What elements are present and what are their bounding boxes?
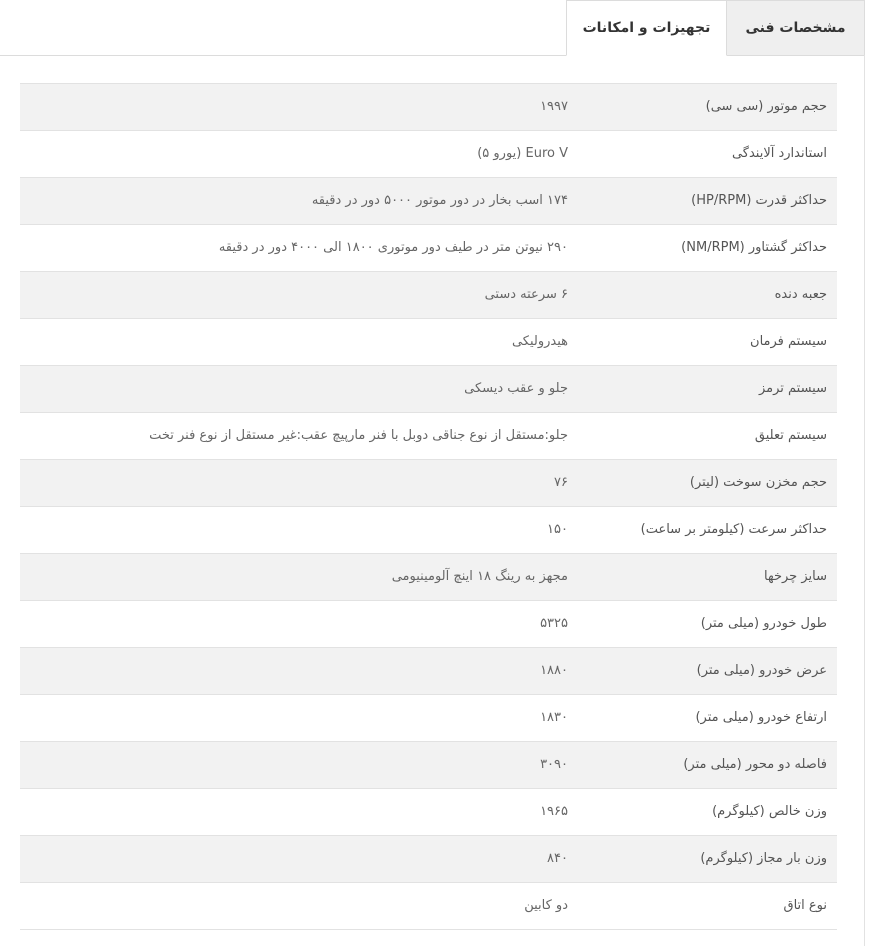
spec-label: نوع اتاق (783, 898, 827, 913)
table-row (20, 601, 837, 648)
spec-value: ۱۸۳۰ (540, 710, 568, 725)
panel-border (864, 55, 865, 946)
spec-label: جعبه دنده (774, 287, 827, 302)
spec-value: ۳۰۹۰ (540, 757, 568, 772)
spec-value: مجهز به رینگ ۱۸ اینچ آلومینیومی (391, 569, 568, 584)
spec-label: حداکثر قدرت (HP/RPM) (691, 193, 827, 208)
tab-features-label: تجهیزات و امکانات (582, 20, 711, 36)
tab-features[interactable] (566, 0, 727, 56)
table-row (20, 507, 837, 554)
table-row (20, 742, 837, 789)
spec-label: وزن بار مجاز (کیلوگرم) (700, 851, 827, 866)
spec-label: حجم مخزن سوخت (لیتر) (689, 475, 827, 490)
spec-label: سیستم فرمان (750, 334, 827, 349)
spec-value: ۶ سرعته دستی (484, 287, 568, 302)
spec-label: سیستم تعلیق (754, 428, 827, 443)
spec-value: ۵۳۲۵ (540, 616, 568, 631)
spec-label: حجم موتور (سی سی) (705, 99, 827, 114)
table-row (20, 695, 837, 742)
spec-value: ۷۶ (554, 475, 568, 490)
table-row (20, 789, 837, 836)
table-row (20, 648, 837, 695)
spec-value: جلو:مستقل از نوع جناقی دوبل با فنر مارپیچ عقب:غیر مستقل از نوع فنر تخت (149, 428, 568, 443)
table-row (20, 225, 837, 272)
spec-value: ۸۴۰ (547, 851, 568, 866)
spec-value: هیدرولیکی (511, 334, 568, 349)
spec-label: وزن خالص (کیلوگرم) (712, 804, 827, 819)
spec-table (20, 83, 837, 930)
spec-value: ۱۷۴ اسب بخار در دور موتور ۵۰۰۰ دور در دقیقه (311, 193, 568, 208)
table-row (20, 883, 837, 930)
spec-value: ۱۹۶۵ (540, 804, 568, 819)
spec-value: Euro V (یورو ۵) (477, 146, 568, 161)
table-row (20, 413, 837, 460)
table-row (20, 366, 837, 413)
table-row (20, 272, 837, 319)
spec-value: ۱۸۸۰ (540, 663, 568, 678)
spec-label: حداکثر سرعت (کیلومتر بر ساعت) (640, 522, 827, 537)
tab-bar (0, 0, 865, 56)
tab-specs-label: مشخصات فنی (745, 20, 846, 36)
table-row (20, 131, 837, 178)
table-row (20, 178, 837, 225)
table-row (20, 836, 837, 883)
spec-value: ۱۵۰ (547, 522, 568, 537)
spec-label: حداکثر گشتاور (NM/RPM) (681, 240, 827, 255)
spec-label: سایز چرخها (764, 569, 827, 584)
table-row (20, 84, 837, 131)
table-row (20, 319, 837, 366)
spec-value: دو کابین (524, 898, 568, 913)
table-row (20, 460, 837, 507)
tab-specs[interactable] (726, 0, 865, 55)
spec-label: طول خودرو (میلی متر) (700, 616, 827, 631)
spec-label: سیستم ترمز (758, 381, 827, 396)
spec-label: ارتفاع خودرو (میلی متر) (695, 710, 827, 725)
table-row (20, 554, 837, 601)
spec-value: جلو و عقب دیسکی (464, 381, 568, 396)
spec-value: ۱۹۹۷ (540, 99, 568, 114)
spec-label: استاندارد آلایندگی (731, 146, 827, 161)
spec-label: فاصله دو محور (میلی متر) (683, 757, 827, 772)
spec-value: ۲۹۰ نیوتن متر در طیف دور موتوری ۱۸۰۰ الی ۴۰۰۰ دور در دقیقه (218, 240, 568, 255)
spec-label: عرض خودرو (میلی متر) (696, 663, 827, 678)
